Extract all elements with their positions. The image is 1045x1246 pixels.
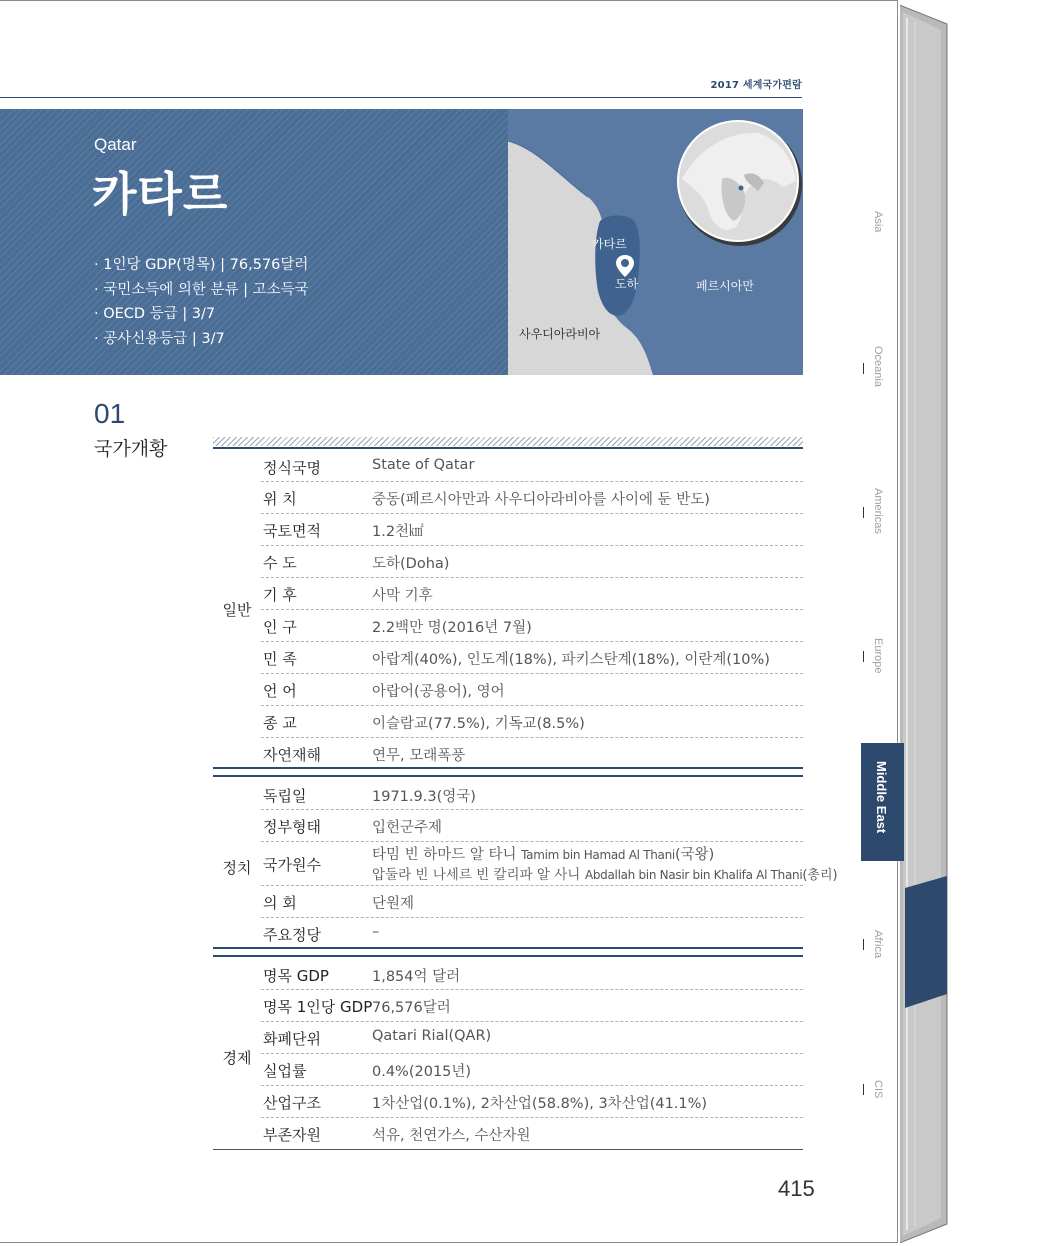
row-value: 0.4%(2015년) [372, 1064, 472, 1080]
row-value: 단원제 [372, 896, 415, 912]
header-rule [0, 97, 802, 98]
row-value: 76,576달러 [372, 1000, 451, 1016]
group-divider [213, 767, 803, 769]
row-key: 독립일 [263, 787, 307, 805]
map-label-neighbor: 사우디아라비아 [519, 327, 601, 341]
row-value: 1,854억 달러 [372, 969, 461, 985]
side-tab-cis[interactable] [862, 1080, 892, 1110]
book-edge [897, 4, 949, 1244]
row-value: Qatari Rial(QAR) [372, 1028, 492, 1044]
table-row [261, 705, 803, 738]
row-value [372, 863, 838, 883]
running-head: 2017 세계국가편람 [710, 80, 802, 91]
section-number: 01 [94, 398, 126, 429]
row-key: 주요정당 [263, 926, 321, 944]
row-value: 1차산업(0.1%), 2차산업(58.8%), 3차산업(41.1%) [372, 1096, 708, 1112]
table-row [261, 957, 803, 990]
head-of-state-name-en: Tamim bin Hamad Al Thani [521, 848, 675, 862]
stat-gdp-per-capita: · 1인당 GDP(명목) | 76,576달러 [94, 257, 309, 273]
row-value: 도하(Doha) [372, 556, 450, 572]
tab-tick [863, 939, 864, 950]
side-tab-label: Oceania [872, 346, 884, 387]
table-row [261, 885, 803, 918]
row-key: 종 교 [263, 714, 297, 732]
row-value: 아랍어(공용어), 영어 [372, 684, 505, 700]
row-key: 정부형태 [263, 818, 321, 836]
table-hatch-bar [213, 437, 803, 446]
side-tab-label: Africa [872, 930, 884, 959]
row-value: 입헌군주제 [372, 820, 443, 836]
row-value: 중동(페르시아만과 사우디아라비아를 사이에 둔 반도) [372, 492, 710, 508]
row-value: 연무, 모래폭풍 [372, 748, 466, 764]
side-tab-africa[interactable] [862, 930, 892, 970]
row-key: 국가원수 [263, 856, 321, 874]
row-key: 민 족 [263, 650, 297, 668]
map-label-gulf: 페르시아만 [696, 279, 754, 293]
prime-minister-title: (총리) [802, 868, 838, 883]
tab-tick [863, 363, 864, 374]
country-map [508, 109, 803, 375]
table-group-general [213, 447, 803, 769]
row-key: 정식국명 [263, 459, 321, 477]
table-row [261, 809, 803, 842]
row-value: 사막 기후 [372, 588, 433, 604]
group-divider [213, 947, 803, 949]
side-tab-label: Europe [872, 638, 884, 674]
table-row [261, 777, 803, 810]
row-key: 수 도 [263, 554, 297, 572]
table-row [261, 841, 838, 886]
page-number: 415 [778, 1176, 815, 1201]
table-row [261, 609, 803, 642]
row-value: 1971.9.3(영국) [372, 789, 476, 805]
side-tab-label: CIS [872, 1080, 884, 1099]
row-value: 이슬람교(77.5%), 기독교(8.5%) [372, 716, 585, 732]
table-row [261, 1085, 803, 1118]
row-value: 2.2백만 명(2016년 7월) [372, 620, 532, 636]
stat-income-class: · 국민소득에 의한 분류 | 고소득국 [94, 281, 309, 298]
row-key: 인 구 [263, 618, 297, 636]
group-label-economy: 경제 [222, 1049, 252, 1067]
table-row [261, 449, 803, 482]
row-value [372, 843, 714, 864]
row-key: 의 회 [263, 894, 297, 912]
row-value: – [372, 924, 380, 940]
row-value: 1.2천㎢ [372, 524, 424, 540]
prime-minister-name-en: Abdallah bin Nasir bin Khalifa Al Thani [584, 868, 803, 882]
row-key: 명목 1인당 GDP [263, 998, 373, 1016]
side-tab-oceania[interactable] [862, 346, 892, 396]
table-row [261, 1117, 803, 1149]
row-key: 언 어 [263, 682, 297, 700]
side-tab-label: Americas [872, 488, 884, 534]
table-row [261, 513, 803, 546]
table-row [261, 577, 803, 610]
row-value: State of Qatar [372, 457, 475, 473]
head-of-state-name: 타밈 빈 하마드 알 타니 [372, 847, 517, 863]
table-row [261, 989, 803, 1022]
side-tab-europe[interactable] [862, 638, 892, 683]
tab-tick [863, 651, 864, 662]
country-name-en: Qatar [94, 135, 137, 154]
country-name-ko: 카타르 [92, 167, 229, 221]
row-key: 위 치 [263, 490, 297, 508]
stat-oecd-grade: · OECD 등급 | 3/7 [94, 306, 216, 322]
table-row [261, 1053, 803, 1086]
row-key: 부존자원 [263, 1126, 321, 1144]
row-key: 실업률 [263, 1062, 307, 1080]
row-key: 명목 GDP [263, 967, 329, 985]
table-row [261, 1021, 803, 1054]
prime-minister-name: 압둘라 빈 나세르 빈 칼리파 알 사니 [372, 867, 581, 883]
table-row [261, 673, 803, 706]
row-key: 자연재해 [263, 746, 321, 764]
side-tab-asia[interactable] [862, 211, 892, 251]
row-key: 기 후 [263, 586, 297, 604]
map-label-country: 카타르 [592, 237, 627, 251]
table-row [261, 737, 803, 769]
table-group-economy [213, 955, 803, 1151]
tab-tick [863, 507, 864, 518]
side-tab-label: Asia [872, 211, 884, 233]
tab-tick [863, 1084, 864, 1095]
key-stats [94, 253, 309, 351]
row-key: 국토면적 [263, 522, 321, 540]
side-tab-label: Middle East [874, 761, 889, 834]
table-bottom-rule [213, 1149, 803, 1150]
group-label-politics: 정치 [222, 859, 252, 877]
row-value: 아랍계(40%), 인도계(18%), 파키스탄계(18%), 이란계(10%) [372, 652, 770, 668]
table-row [261, 641, 803, 674]
stat-credit-grade: · 공사신용등급 | 3/7 [94, 330, 225, 347]
table-group-politics [213, 775, 838, 949]
side-tab-middle-east[interactable] [861, 743, 904, 861]
table-row [261, 917, 803, 949]
row-value: 석유, 천연가스, 수산자원 [372, 1128, 531, 1144]
row-key: 산업구조 [263, 1094, 321, 1112]
map-label-capital: 도하 [615, 277, 639, 291]
group-label-general: 일반 [222, 601, 252, 619]
side-tab-americas[interactable] [862, 488, 892, 543]
section-title: 국가개황 [94, 438, 168, 460]
table-row [261, 545, 803, 578]
table-row [261, 481, 803, 514]
head-of-state-title: (국왕) [674, 847, 715, 863]
row-key: 화폐단위 [263, 1030, 321, 1048]
